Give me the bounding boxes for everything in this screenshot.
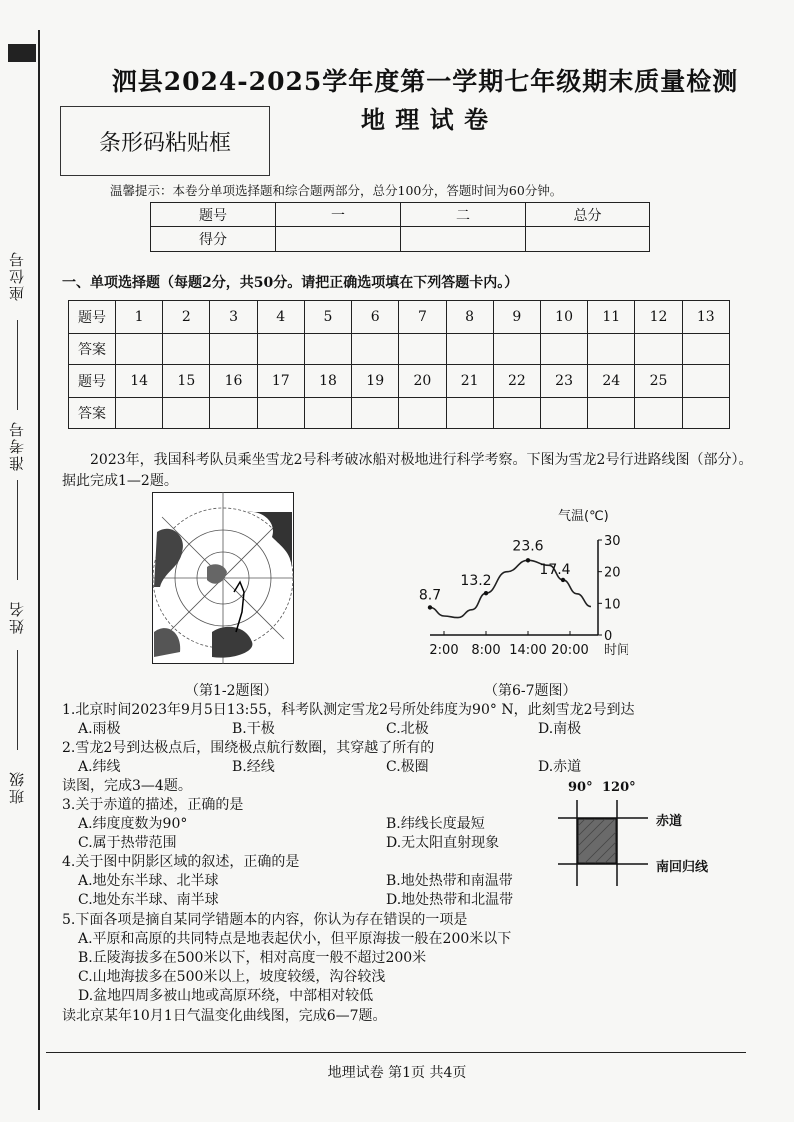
q-number: 9 xyxy=(493,301,540,334)
q-number: 17 xyxy=(257,365,304,398)
tropic-label: 南回归线 xyxy=(656,860,709,875)
q-number: 11 xyxy=(588,301,635,334)
q4-option-a: A.地处东半球、北半球 xyxy=(78,873,219,889)
answer-cell[interactable] xyxy=(163,334,210,365)
q-number: 4 xyxy=(257,301,304,334)
small-latlong-diagram xyxy=(548,780,748,890)
data-label: 13.2 xyxy=(460,573,492,590)
answer-cell[interactable] xyxy=(304,334,351,365)
exam-number-label: 准考号 xyxy=(8,420,26,471)
answer-cell[interactable] xyxy=(540,334,587,365)
score-cell[interactable] xyxy=(526,227,650,252)
score-cell[interactable] xyxy=(276,227,401,252)
answer-cell[interactable] xyxy=(304,398,351,429)
answer-cell[interactable] xyxy=(163,398,210,429)
lon-120-label: 120° xyxy=(602,780,636,795)
answer-cell[interactable] xyxy=(588,398,635,429)
question-4: 4.关于图中阴影区域的叙述，正确的是 xyxy=(62,854,300,870)
score-col-header: 一 xyxy=(276,203,401,227)
answer-cell[interactable] xyxy=(446,398,493,429)
answer-cell[interactable] xyxy=(588,334,635,365)
x-tick-label: 14:00 xyxy=(509,643,547,658)
q3-option-c: C.属于热带范围 xyxy=(78,835,177,851)
data-point xyxy=(561,578,565,582)
answer-cell[interactable] xyxy=(682,398,729,429)
q-number: 6 xyxy=(352,301,399,334)
q-number: 16 xyxy=(210,365,257,398)
seat-blank xyxy=(17,320,18,410)
alignment-mark xyxy=(8,44,36,62)
name-blank xyxy=(17,650,18,750)
answer-card-a-label: 答案 xyxy=(69,334,116,365)
data-label: 17.4 xyxy=(539,561,571,578)
q-number: 21 xyxy=(446,365,493,398)
exam-title: 泗县2024-2025学年度第一学期七年级期末质量检测 xyxy=(111,67,739,96)
question-1: 1.北京时间2023年9月5日13:55，科考队测定雪龙2号所处纬度为90° N，此刻雪龙2号到达 xyxy=(62,702,635,718)
answer-cell[interactable] xyxy=(399,398,446,429)
score-col-header: 二 xyxy=(401,203,526,227)
data-point xyxy=(526,558,530,562)
answer-cell[interactable] xyxy=(257,334,304,365)
q-number: 5 xyxy=(304,301,351,334)
q2-option-a: A.纬线 xyxy=(78,759,121,775)
y-tick-label: 0 xyxy=(604,629,613,644)
q3-option-a: A.纬度度数为90° xyxy=(78,816,188,832)
y-tick-label: 20 xyxy=(604,565,621,581)
q1-option-a: A.雨极 xyxy=(78,721,121,737)
q5-option-a: A.平原和高原的共同特点是地表起伏小，但平原海拔一般在200米以下 xyxy=(78,931,512,947)
q4-option-b: B.地处热带和南温带 xyxy=(386,873,513,889)
temperature-chart-svg xyxy=(418,500,628,670)
answer-cell[interactable] xyxy=(210,334,257,365)
q4-option-c: C.地处东半球、南半球 xyxy=(78,892,219,908)
answer-card-q-label: 题号 xyxy=(69,301,116,334)
read-6-7: 读北京某年10月1日气温变化曲线图，完成6—7题。 xyxy=(62,1008,387,1024)
q-number: 13 xyxy=(682,301,729,334)
q5-option-d: D.盆地四周多被山地或高原环绕，中部相对较低 xyxy=(78,988,374,1004)
figure-right-caption: （第6-7题图） xyxy=(484,683,577,699)
q-number: 12 xyxy=(635,301,682,334)
q2-option-b: B.经线 xyxy=(232,759,275,775)
answer-card-q-label: 题号 xyxy=(69,365,116,398)
q1-option-b: B.干极 xyxy=(232,721,275,737)
class-label: 班级 xyxy=(8,770,26,804)
x-tick-label: 2:00 xyxy=(429,643,459,658)
score-col-header: 总分 xyxy=(526,203,650,227)
q-number: 23 xyxy=(540,365,587,398)
figure-left-caption: （第1-2题图） xyxy=(185,683,278,699)
answer-cell[interactable] xyxy=(352,398,399,429)
q-number: 8 xyxy=(446,301,493,334)
y-axis-label: 气温(℃) xyxy=(558,509,609,524)
score-table xyxy=(150,202,650,252)
question-2: 2.雪龙2号到达极点后，围绕极点航行数圈，其穿越了所有的 xyxy=(62,740,435,756)
q2-option-d: D.赤道 xyxy=(538,759,582,775)
q5-option-b: B.丘陵海拔多在500米以下，相对高度一般不超过200米 xyxy=(78,950,427,966)
data-point xyxy=(484,591,488,595)
q-number: 25 xyxy=(635,365,682,398)
read-3-4: 读图，完成3—4题。 xyxy=(62,778,192,794)
q3-option-d: D.无太阳直射现象 xyxy=(386,835,500,851)
latlong-grid xyxy=(548,796,658,886)
exam-number-blank xyxy=(17,480,18,580)
exam-subtitle: 地 理 试 卷 xyxy=(360,105,490,134)
x-tick-label: 20:00 xyxy=(551,643,589,658)
q-number: 1 xyxy=(116,301,163,334)
q5-option-c: C.山地海拔多在500米以上，坡度较缓，沟谷较浅 xyxy=(78,969,386,985)
page-footer: 地理试卷 第1页 共4页 xyxy=(327,1065,467,1081)
y-tick-label: 30 xyxy=(604,534,621,549)
q-number: 18 xyxy=(304,365,351,398)
data-label: 23.6 xyxy=(512,538,544,555)
exam-tip: 温馨提示：本卷分单项选择题和综合题两部分，总分100分，答题时间为60分钟。 xyxy=(110,183,563,198)
score-cell[interactable] xyxy=(401,227,526,252)
q-number: 3 xyxy=(210,301,257,334)
answer-cell[interactable] xyxy=(116,398,163,429)
q-number: 7 xyxy=(399,301,446,334)
answer-cell[interactable] xyxy=(493,334,540,365)
footer-rule xyxy=(46,1052,746,1053)
section1-heading: 一、单项选择题（每题2分，共50分。请把正确选项填在下列答题卡内。） xyxy=(62,275,519,291)
q4-option-d: D.地处热带和北温带 xyxy=(386,892,514,908)
question-5: 5.下面各项是摘自某同学错题本的内容，你认为存在错误的一项是 xyxy=(62,912,468,928)
question-3: 3.关于赤道的描述，正确的是 xyxy=(62,797,244,813)
answer-cell[interactable] xyxy=(210,398,257,429)
answer-cell[interactable] xyxy=(682,334,729,365)
answer-cell[interactable] xyxy=(493,398,540,429)
barcode-box: 条形码粘贴框 xyxy=(60,106,270,176)
q1-option-d: D.南极 xyxy=(538,721,582,737)
q-number: 19 xyxy=(352,365,399,398)
answer-cell[interactable] xyxy=(635,398,682,429)
q-number: 22 xyxy=(493,365,540,398)
score-row-label: 得分 xyxy=(151,227,276,252)
y-tick-label: 10 xyxy=(604,597,621,613)
answer-cell[interactable] xyxy=(540,398,587,429)
answer-cell[interactable] xyxy=(257,398,304,429)
answer-cell[interactable] xyxy=(446,334,493,365)
q-number: 20 xyxy=(399,365,446,398)
lon-90-label: 90° xyxy=(568,780,593,795)
polar-route-map xyxy=(152,492,294,664)
q-number: 14 xyxy=(116,365,163,398)
q-number: 2 xyxy=(163,301,210,334)
name-label: 姓名 xyxy=(8,600,26,634)
q-number: 10 xyxy=(540,301,587,334)
q-number: 24 xyxy=(588,365,635,398)
x-tick-label: 8:00 xyxy=(471,643,501,658)
answer-card xyxy=(68,300,730,429)
x-axis-label: 时间 xyxy=(604,643,628,658)
answer-cell[interactable] xyxy=(352,334,399,365)
q2-option-c: C.极圈 xyxy=(386,759,429,775)
answer-cell[interactable] xyxy=(399,334,446,365)
q1-option-c: C.北极 xyxy=(386,721,429,737)
q-number: 15 xyxy=(163,365,210,398)
equator-label: 赤道 xyxy=(656,814,683,829)
answer-cell[interactable] xyxy=(635,334,682,365)
score-col-header: 题号 xyxy=(151,203,276,227)
answer-cell[interactable] xyxy=(116,334,163,365)
q3-option-b: B.纬线长度最短 xyxy=(386,816,485,832)
intro-paragraph: 2023年，我国科考队员乘坐雪龙2号科考破冰船对极地进行科学考察。下图为雪龙2号行进路线图（部分）。据此完成1—2题。 xyxy=(62,452,753,489)
data-point xyxy=(428,605,432,609)
temperature-chart xyxy=(418,500,628,670)
seat-label: 座位号 xyxy=(8,250,26,301)
data-label: 8.7 xyxy=(418,587,442,604)
binding-line xyxy=(38,30,40,1110)
answer-card-a-label: 答案 xyxy=(69,398,116,429)
q-number xyxy=(682,365,729,398)
